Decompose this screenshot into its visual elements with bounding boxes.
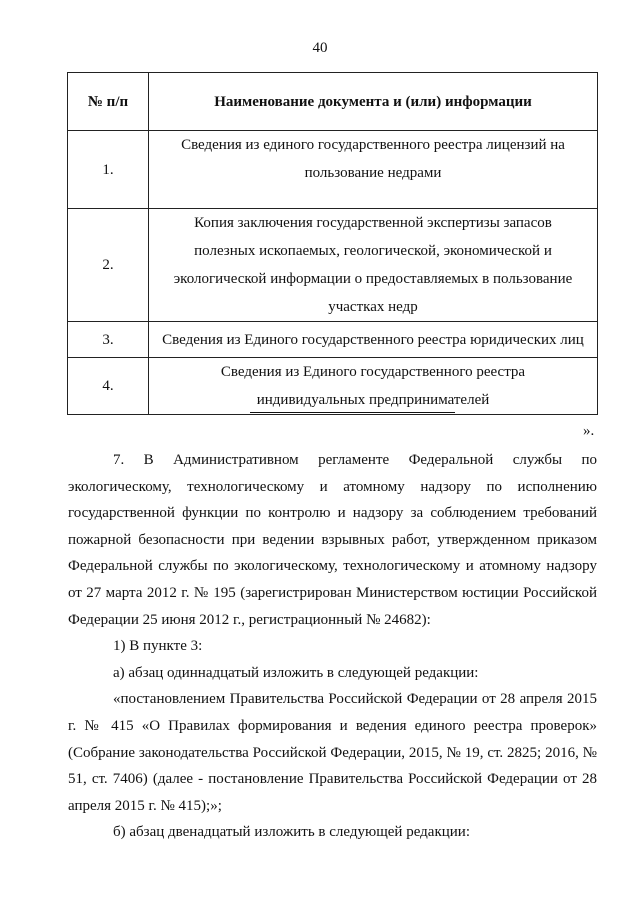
row-number: 3. [68,322,149,358]
paragraph-subitem-1: 1) В пункте 3: [113,638,203,655]
paragraph-quoted-text: «постановлением Правительства Российской Федерации от 28 апреля 2015 г. № 415 «О Правилах формирования и ведения единого реестра проверок» (Собрание законодательства Российской Федерации, 2015, № 19, ст. 2825; 2016, № 51, ст. 7406) (далее - постановление Правительства Российской Федерации от 28 апреля 2015 г. № 415);»; [68,691,597,814]
row-text: Сведения из единого государственного реестра лицензий на пользование недрами [181,137,565,181]
page-number: 40 [312,40,328,56]
row-document-name [149,322,598,358]
table-row [68,322,598,358]
closing-quote: ». [583,423,595,439]
row-text: Сведения из Единого государственного реестра индивидуальных предпринимателей [220,364,526,408]
row-number: 4. [68,358,149,415]
row-number: 1. [68,131,149,209]
paragraph-item-7: 7. В Административном регламенте Федеральной службы по экологическому, технологическому и атомному надзору по исполнению государственной функции по контролю и надзору за соблюдением требований пожарной безопасности при ведении взрывных работ, утвержденном приказом Федеральной службы по экологическому, технологическому и атомному надзору от 27 марта 2012 г. № 195 (зарегистрирован Министерством юстиции Российской Федерации 25 июня 2012 г., регистрационный № 24682): [68,452,597,628]
documents-table [67,72,598,415]
column-header-number: № п/п [68,73,149,131]
row-document-name [149,131,598,209]
row-document-name [149,358,598,415]
paragraph-subitem-b: б) абзац двенадцатый изложить в следующей редакции: [113,824,470,841]
row-text: Сведения из Единого государственного реестра юридических лиц [162,331,584,348]
table-end-rule [250,412,455,413]
table-row [68,209,598,322]
table-header-row [68,73,598,131]
table-row [68,358,598,415]
paragraph-subitem-a: а) абзац одиннадцатый изложить в следующей редакции: [113,664,479,681]
row-document-name [149,209,598,322]
row-number: 2. [68,209,149,322]
row-text: Копия заключения государственной экспертизы запасов полезных ископаемых, геологической, экономической и экологической информации о предоставляемых в пользование участках недр [173,215,573,315]
table-row [68,131,598,209]
column-header-document-name: Наименование документа и (или) информации [149,73,598,131]
body-text [68,447,597,846]
